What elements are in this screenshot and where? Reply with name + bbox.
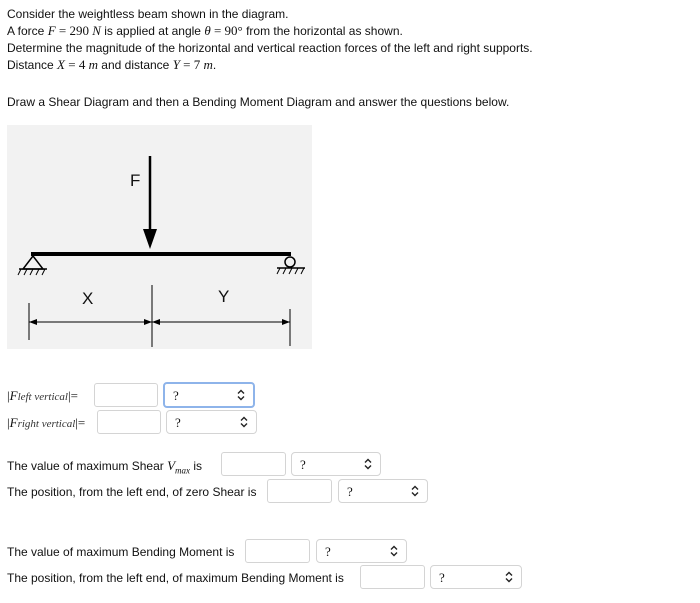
unit-select-value: ? (300, 457, 306, 472)
left-vertical-subscript: left vertical (17, 391, 68, 403)
abs-bar-close: |= (67, 388, 78, 403)
force-unit: N (88, 23, 101, 38)
dimension-lines (29, 285, 290, 347)
degree-symbol: ° (237, 23, 243, 38)
y-value: 7 (193, 57, 201, 72)
left-vertical-input[interactable] (94, 383, 158, 407)
max-shear-label (7, 458, 202, 475)
max-moment-label: The value of maximum Bending Moment is (7, 545, 235, 559)
max-shear-unit-select[interactable] (291, 452, 381, 476)
shear-symbol: V (167, 458, 176, 473)
force-vector-symbol: F (9, 415, 18, 430)
chevron-updown-icon (364, 458, 372, 470)
unit-select-value: ? (175, 415, 181, 430)
max-moment-unit-select[interactable] (316, 539, 407, 563)
left-vertical-unit-select[interactable] (163, 382, 255, 408)
left-pin-support (18, 256, 47, 275)
left-vertical-label (7, 388, 78, 404)
y-dimension-label: Y (218, 287, 230, 306)
force-intro-text: A force (7, 24, 48, 38)
beam-diagram (7, 125, 312, 349)
y-unit: m (200, 57, 213, 72)
right-vertical-unit-select[interactable] (166, 410, 257, 434)
equals-sign-4: = (179, 57, 194, 72)
force-symbol: F (47, 23, 56, 38)
chevron-updown-icon (240, 416, 248, 428)
angle-intro-text: is applied at angle (100, 24, 205, 38)
problem-line-1: Consider the weightless beam shown in the diagram. (7, 7, 289, 21)
angle-outro-text: from the horizontal as shown. (242, 24, 403, 38)
y-symbol: Y (172, 57, 180, 72)
x-value: 4 (78, 57, 86, 72)
unit-select-value: ? (347, 484, 353, 499)
distance-mid-text: and distance (97, 58, 173, 72)
abs-bar-open: | (7, 388, 10, 403)
chevron-updown-icon (505, 571, 513, 583)
distance-intro-text: Distance (7, 58, 58, 72)
distance-end-text: . (212, 58, 217, 72)
zero-shear-label: The position, from the left end, of zero Shear is (7, 485, 257, 499)
right-vertical-subscript: right vertical (17, 418, 76, 430)
force-value: 290 (69, 23, 89, 38)
x-unit: m (85, 57, 98, 72)
max-moment-position-unit-select[interactable] (430, 565, 522, 589)
x-symbol: X (57, 57, 65, 72)
max-shear-input[interactable] (221, 452, 286, 476)
right-roller-support (277, 257, 305, 274)
chevron-updown-icon (237, 389, 245, 401)
zero-shear-unit-select[interactable] (338, 479, 428, 503)
unit-select-value: ? (325, 544, 331, 559)
equals-sign: = (55, 23, 70, 38)
abs-bar-close: |= (75, 415, 86, 430)
max-moment-position-label: The position, from the left end, of maximum Bending Moment is (7, 571, 344, 585)
max-moment-input[interactable] (245, 539, 310, 563)
angle-value: 90 (224, 23, 238, 38)
instruction-text: Draw a Shear Diagram and then a Bending Moment Diagram and answer the questions below. (7, 95, 510, 109)
right-vertical-label (7, 415, 85, 431)
zero-shear-input[interactable] (267, 479, 332, 503)
problem-line-4 (7, 57, 216, 73)
max-moment-position-input[interactable] (360, 565, 425, 589)
beam-diagram-drawing (7, 125, 312, 349)
chevron-updown-icon (390, 545, 398, 557)
unit-select-value: ? (439, 570, 445, 585)
force-vector-symbol: F (9, 388, 18, 403)
shear-subscript: max (175, 465, 191, 476)
x-dimension-label: X (82, 289, 94, 308)
max-shear-label-post: is (190, 459, 203, 473)
unit-select-value: ? (173, 388, 179, 403)
chevron-updown-icon (411, 485, 419, 497)
force-arrow-head (143, 229, 157, 249)
right-vertical-input[interactable] (97, 410, 161, 434)
angle-symbol: θ (204, 23, 211, 38)
max-shear-label-pre: The value of maximum Shear (7, 459, 168, 473)
abs-bar-open: | (7, 415, 10, 430)
problem-line-3: Determine the magnitude of the horizontal and vertical reaction forces of the left and right supports. (7, 41, 533, 55)
force-label: F (130, 171, 141, 190)
problem-line-2 (7, 23, 403, 39)
equals-sign-2: = (210, 23, 225, 38)
equals-sign-3: = (64, 57, 79, 72)
